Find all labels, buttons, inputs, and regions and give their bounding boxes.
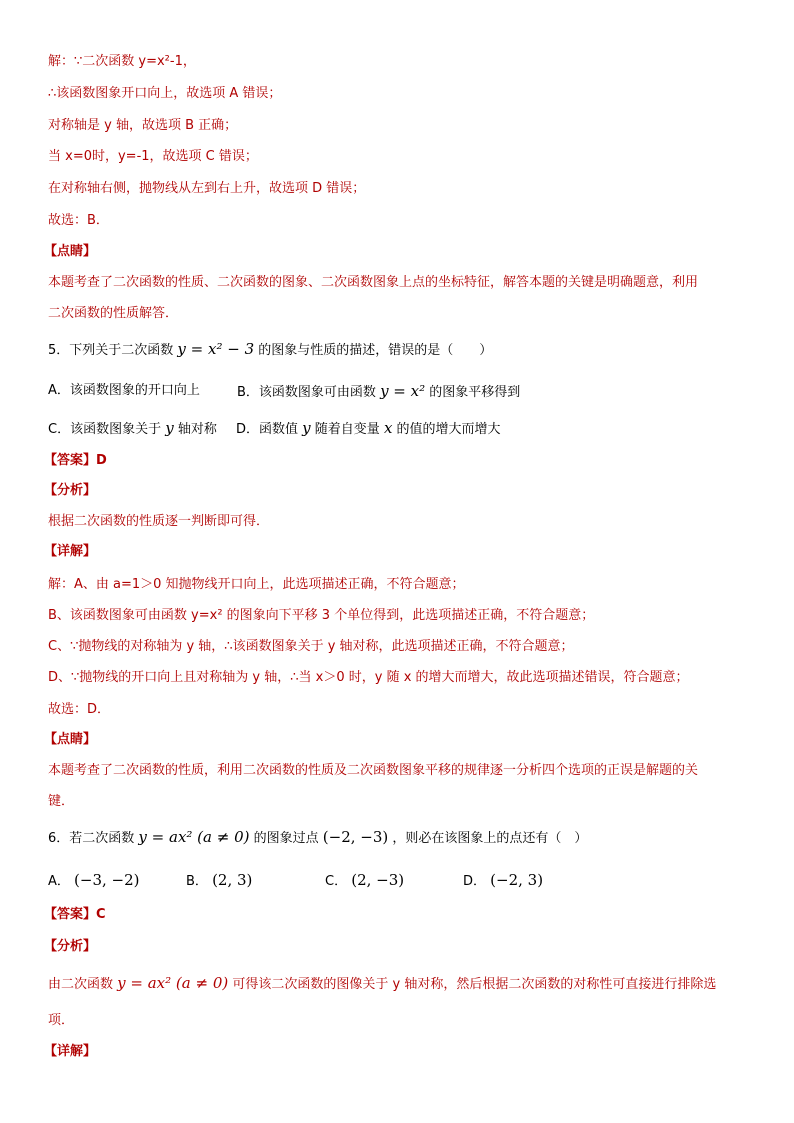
question-5-option-c: C．该函数图象关于 y 轴对称 [48, 419, 217, 437]
question-6-option-b: B． (2, 3) [186, 871, 253, 889]
solution-line: 当 x=0时，y=-1，故选项 C 错误； [48, 149, 258, 164]
question-5-stem: 5．下列关于二次函数 y = x² − 3 的图象与性质的描述，错误的是（ ） [48, 340, 493, 358]
solution-line: ∴该函数图象开口向上，故选项 A 错误； [48, 86, 282, 101]
math-expression: (2, 3) [212, 871, 253, 889]
question-6-option-c: C． (2, −3) [325, 871, 405, 889]
detail-line: B、该函数图象可由函数 y=x² 的图象向下平移 3 个单位得到，此选项描述正确，不符合题意； [48, 608, 595, 623]
math-expression: (2, −3) [351, 871, 405, 889]
math-expression: (−2, −3) [322, 828, 389, 846]
analysis-heading: 【分析】 [44, 483, 97, 498]
comment-line: 二次函数的性质解答． [48, 306, 179, 321]
math-expression: x [383, 419, 393, 437]
comment-heading: 【点睛】 [44, 244, 97, 259]
question-6-option-d: D． (−2, 3) [463, 871, 544, 889]
question-5-option-b: B．该函数图象可由函数 y = x² 的图象平移得到 [237, 382, 521, 400]
comment-line: 本题考查了二次函数的性质，利用二次函数的性质及二次函数图象平移的规律逐一分析四个选项的正误是解题的关 [48, 763, 699, 778]
question-5-option-d: D．函数值 y 随着自变量 x 的值的增大而增大 [236, 419, 501, 437]
analysis-line: 根据二次函数的性质逐一判断即可得． [48, 514, 270, 529]
analysis-line: 项． [48, 1013, 75, 1028]
detail-line: C、∵抛物线的对称轴为 y 轴，∴该函数图象关于 y 轴对称，此选项描述正确，不符合题意； [48, 639, 574, 654]
comment-line: 键． [48, 794, 75, 809]
solution-line: 对称轴是 y 轴，故选项 B 正确； [48, 118, 238, 133]
question-5-option-a: A．该函数图象的开口向上 [48, 383, 200, 398]
detail-heading: 【详解】 [44, 1044, 97, 1059]
detail-heading: 【详解】 [44, 544, 97, 559]
math-expression: y [165, 419, 174, 437]
comment-heading: 【点睛】 [44, 732, 97, 747]
question-6-option-a: A． (−3, −2) [48, 871, 140, 889]
detail-line: 解：A、由 a=1＞0 知抛物线开口向上，此选项描述正确，不符合题意； [48, 577, 465, 592]
solution-line: 解：∵二次函数 y=x²-1， [48, 54, 196, 69]
question-6-stem: 6．若二次函数 y = ax² (a ≠ 0) 的图象过点 (−2, −3) ，则必在该图象上的点还有（ ） [48, 828, 588, 846]
math-expression: y = x² − 3 [177, 340, 255, 358]
solution-line: 故选：B． [48, 213, 109, 228]
math-expression: (−2, 3) [490, 871, 544, 889]
math-expression: (−3, −2) [74, 871, 140, 889]
detail-line: 故选：D． [48, 702, 111, 717]
detail-line: D、∵抛物线的开口向上且对称轴为 y 轴，∴当 x＞0 时，y 随 x 的增大而增大，故此选项描述错误，符合题意； [48, 670, 689, 685]
answer-label: 【答案】C [44, 907, 106, 922]
math-expression: y = ax² (a ≠ 0) [117, 974, 229, 992]
math-expression: y [302, 419, 311, 437]
math-expression: y = x² [380, 382, 426, 400]
math-expression: y = ax² (a ≠ 0) [138, 828, 250, 846]
analysis-line: 由二次函数 y = ax² (a ≠ 0) 可得该二次函数的图像关于 y 轴对称，然后根据二次函数的对称性可直接进行排除选 [48, 974, 717, 992]
solution-line: 在对称轴右侧，抛物线从左到右上升，故选项 D 错误； [48, 181, 366, 196]
answer-label: 【答案】D [44, 453, 107, 468]
analysis-heading: 【分析】 [44, 939, 97, 954]
comment-line: 本题考查了二次函数的性质、二次函数的图象、二次函数图象上点的坐标特征，解答本题的关键是明确题意，利用 [48, 275, 699, 290]
